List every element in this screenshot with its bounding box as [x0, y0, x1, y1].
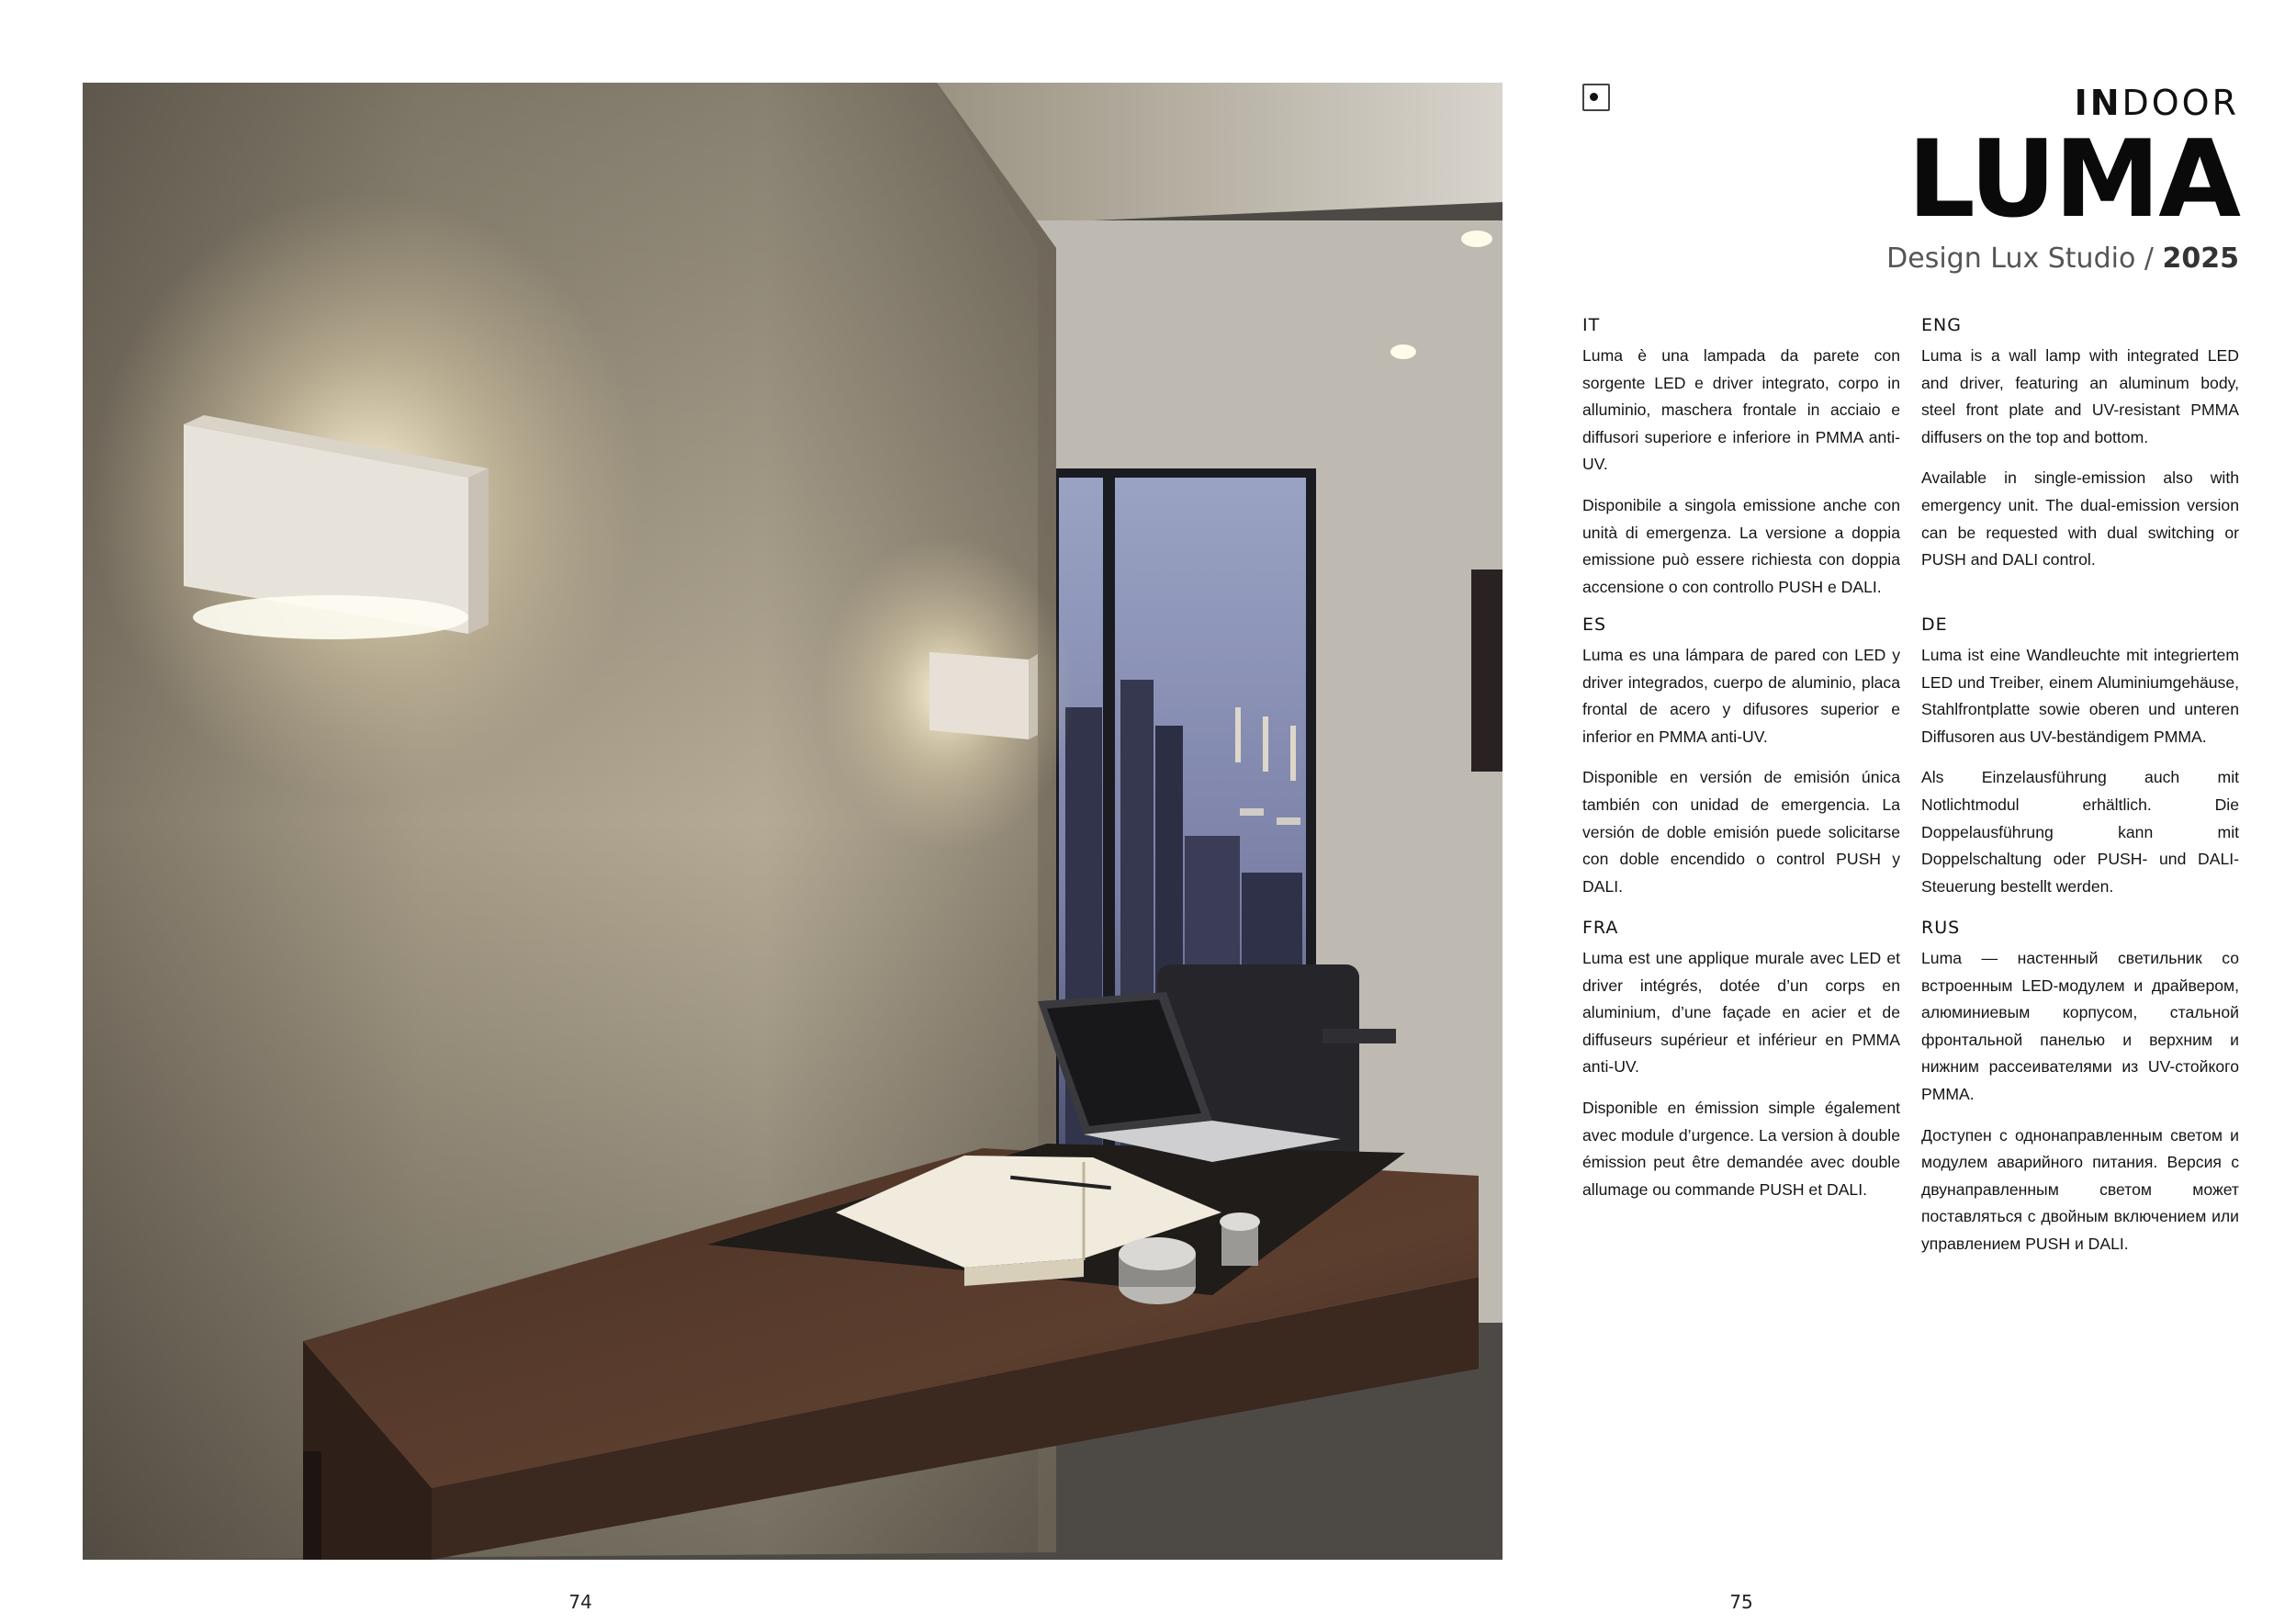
product-header	[1886, 83, 2239, 275]
page-number-right: 75	[1729, 1591, 1753, 1613]
language-code-it: IT	[1582, 315, 1601, 335]
description-rus-p1: Luma — настенный светильник со встроенным LED-модулем и драйвером, алюминиевым корпусом, стальной фронтальной панелью и верхним и нижним рассеивателями из UV-стойкого PMMA.	[1921, 949, 2239, 1103]
description-es-p2: Disponible en versión de emisión única también con unidad de emergencia. La versión de doble emisión puede solicitarse con doble encendido o control PUSH y DALI.	[1582, 768, 1900, 896]
description-eng	[1921, 315, 2239, 588]
description-it-p1: Luma è una lampada da parete con sorgente LED e driver integrato, corpo in alluminio, maschera frontale in acciaio e diffusori superiore e inferiore in PMMA anti-UV.	[1582, 346, 1900, 474]
description-de	[1921, 615, 2239, 914]
language-code-de: DE	[1921, 615, 1948, 635]
catalog-logo-icon	[1582, 84, 1610, 111]
description-eng-p1: Luma is a wall lamp with integrated LED and driver, featuring an aluminum body, steel front plate and UV-resistant PMMA diffusers on the top and bottom.	[1921, 346, 2239, 446]
category-label-rest: DOOR	[2122, 83, 2239, 123]
designer-name: Design Lux Studio /	[1886, 242, 2154, 275]
category-label-bold: IN	[2074, 83, 2122, 123]
description-eng-p2: Available in single-emission also with emergency unit. The dual-emission version can be requested with dual switching or PUSH and DALI control.	[1921, 468, 2239, 570]
language-code-eng: ENG	[1921, 315, 1962, 335]
description-es-p1: Luma es una lámpara de pared con LED y driver integrados, cuerpo de aluminio, placa frontal de acero y difusores superior e inferior en PMMA anti-UV.	[1582, 646, 1900, 746]
description-de-p1: Luma ist eine Wandleuchte mit integriertem LED und Treiber, einem Aluminiumgehäuse, Stahlfrontplatte sowie oberen und unteren Diffusoren aus UV-beständigem PMMA.	[1921, 646, 2239, 746]
description-it	[1582, 315, 1900, 615]
description-rus-p2: Доступен с однонаправленным светом и модулем аварийного питания. Версия с двунаправленным светом может поставляться с двойным включением или управлением PUSH и DALI.	[1921, 1125, 2239, 1253]
interior-photo-illustration	[83, 83, 1503, 1560]
description-rus	[1921, 918, 2239, 1272]
description-it-p2: Disponibile a singola emissione anche con unità di emergenza. La versione a doppia emissione può essere richiesta con doppia accensione o con controllo PUSH e DALI.	[1582, 495, 1900, 596]
language-code-fra: FRA	[1582, 918, 1619, 938]
interior-photo	[83, 83, 1503, 1560]
language-code-rus: RUS	[1921, 918, 1961, 938]
language-code-es: ES	[1582, 615, 1607, 635]
product-title: LUMA	[1907, 118, 2239, 242]
design-year: 2025	[2162, 242, 2239, 275]
description-fra	[1582, 918, 1900, 1217]
description-fra-p2: Disponible en émission simple également avec module d’urgence. La version à double émission peut être demandée avec double allumage ou commande PUSH et DALI.	[1582, 1098, 1900, 1199]
description-fra-p1: Luma est une applique murale avec LED et driver intégrés, dotée d’un corps en aluminium, d’une façade en acier et de diffuseurs supérieur et inférieur en PMMA anti-UV.	[1582, 949, 1900, 1077]
page-number-left: 74	[568, 1591, 592, 1613]
description-de-p2: Als Einzelausführung auch mit Notlichtmodul erhältlich. Die Doppelausführung kann mit Doppelschaltung oder PUSH- und DALI-Steuerung bestellt werden.	[1921, 768, 2239, 896]
description-es	[1582, 615, 1900, 914]
designer-line	[1886, 242, 2239, 275]
